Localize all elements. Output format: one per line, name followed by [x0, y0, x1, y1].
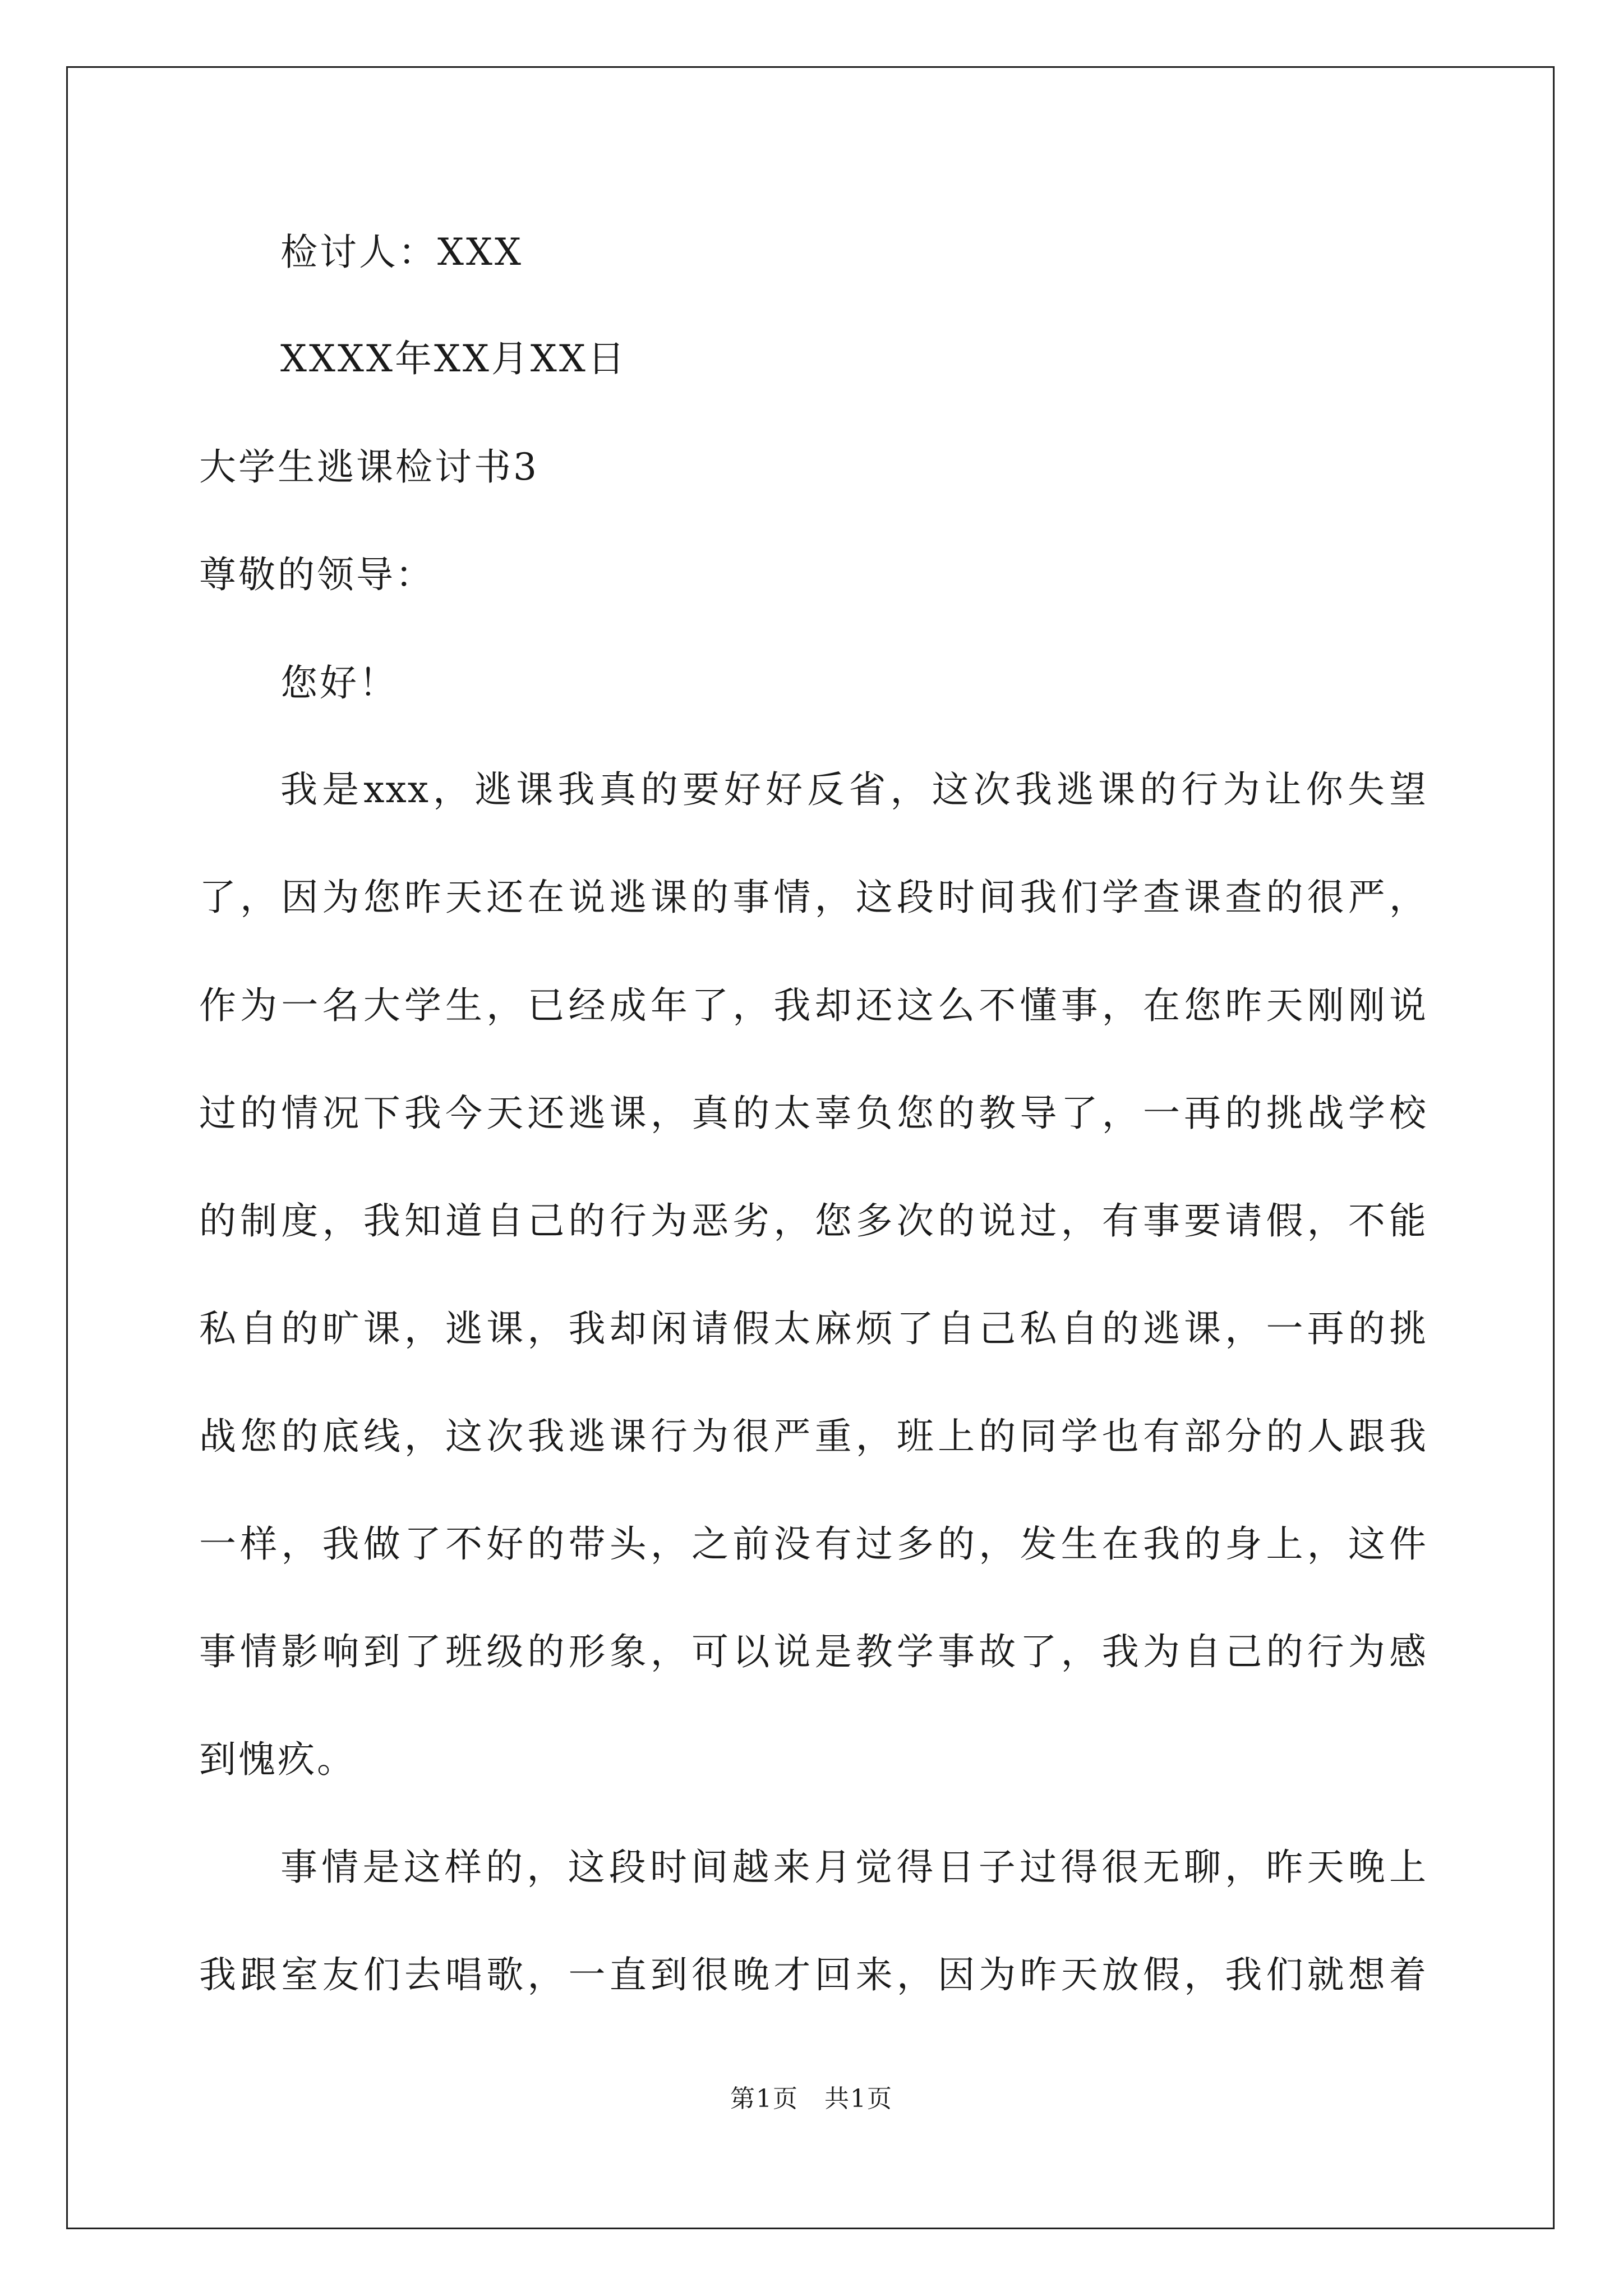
- paragraph-1-line-1: 我是xxx，逃课我真的要好好反省，这次我逃课的行为让你失望: [280, 768, 1427, 811]
- document-title: 大学生逃课检讨书3: [199, 445, 539, 489]
- paragraph-1-line-7: 战您的底线，这次我逃课行为很严重，班上的同学也有部分的人跟我: [199, 1415, 1427, 1458]
- paragraph-1-line-5: 的制度，我知道自己的行为恶劣，您多次的说过，有事要请假，不能: [199, 1199, 1427, 1243]
- date-line: XXXX年XX月XX日: [280, 337, 627, 380]
- paragraph-1-line-4: 过的情况下我今天还逃课，真的太辜负您的教导了，一再的挑战学校: [199, 1092, 1427, 1135]
- greeting: 您好！: [280, 661, 398, 705]
- paragraph-1-line-10: 到愧疚。: [199, 1738, 356, 1781]
- paragraph-1-line-8: 一样，我做了不好的带头，之前没有过多的，发生在我的身上，这件: [199, 1522, 1427, 1566]
- paragraph-2-line-2: 我跟室友们去唱歌，一直到很晚才回来，因为昨天放假，我们就想着: [199, 1953, 1427, 1996]
- salutation: 尊敬的领导：: [199, 553, 435, 596]
- signer-line: 检讨人：XXX: [280, 231, 523, 274]
- paragraph-2-line-1: 事情是这样的，这段时间越来月觉得日子过得很无聊，昨天晚上: [280, 1846, 1427, 1889]
- page-footer: 第1页 共1页: [730, 2085, 893, 2113]
- page-border: [66, 66, 1555, 2229]
- paragraph-1-line-3: 作为一名大学生，已经成年了，我却还这么不懂事，在您昨天刚刚说: [199, 984, 1427, 1027]
- paragraph-1-line-6: 私自的旷课，逃课，我却闲请假太麻烦了自己私自的逃课，一再的挑: [199, 1307, 1427, 1350]
- paragraph-1-line-2: 了，因为您昨天还在说逃课的事情，这段时间我们学查课查的很严，: [199, 876, 1427, 919]
- paragraph-1-line-9: 事情影响到了班级的形象，可以说是教学事故了，我为自己的行为感: [199, 1630, 1427, 1673]
